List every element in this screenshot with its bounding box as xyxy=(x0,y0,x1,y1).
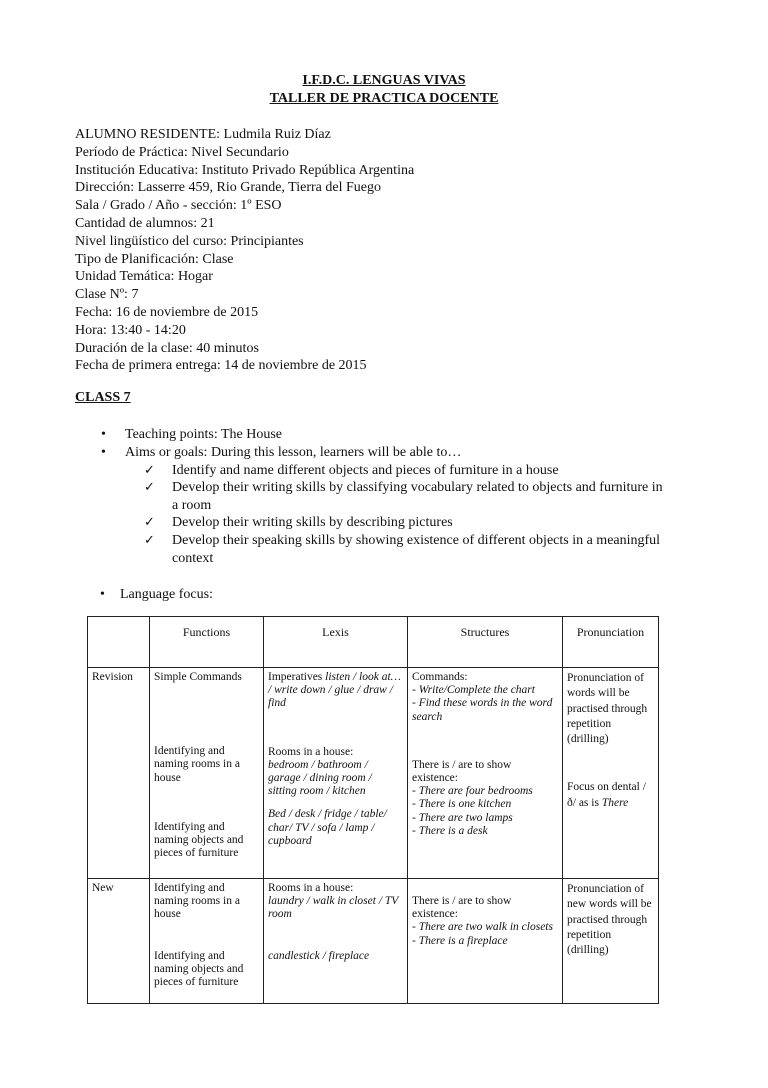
check-icon: ✓ xyxy=(144,515,155,530)
bullet-language-focus: • Language focus: xyxy=(100,587,213,602)
lexis-cell: Imperatives listen / look at… / write down / glue / draw / find Rooms in a house: bedroom / bathroom / garage / dining room / sitting room / kitchen Bed / desk / fridge / table/ char/ TV / sofa / lamp / cupboard xyxy=(264,668,408,879)
info-planning-type: Tipo de Planificación: Clase xyxy=(75,251,234,267)
header-lexis: Lexis xyxy=(264,617,408,668)
info-student: ALUMNO RESIDENTE: Ludmila Ruiz Díaz xyxy=(75,127,331,142)
aim-item: ✓ Develop their writing skills by classifying vocabulary related to objects and furniture in a room xyxy=(144,480,663,513)
functions-cell: Identifying and naming rooms in a house Identifying and naming objects and pieces of furniture xyxy=(150,879,264,1004)
aim-item: ✓ Identify and name different objects and pieces of furniture in a house xyxy=(144,463,559,478)
info-duration: Duración de la clase: 40 minutos xyxy=(75,340,259,356)
language-focus-table xyxy=(87,616,659,1004)
aim-item: ✓ Develop their speaking skills by showing existence of different objects in a meaningful context xyxy=(144,533,661,566)
check-icon: ✓ xyxy=(144,463,155,478)
info-date: Fecha: 16 de noviembre de 2015 xyxy=(75,304,259,320)
bullet-aims: • Aims or goals: During this lesson, learners will be able to… xyxy=(101,445,462,460)
header-pronunciation: Pronunciation xyxy=(563,617,659,668)
info-level: Nivel lingüístico del curso: Principiantes xyxy=(75,233,304,249)
check-icon: ✓ xyxy=(144,480,155,495)
info-first-delivery: Fecha de primera entrega: 14 de noviembre de 2015 xyxy=(75,358,367,374)
header-functions: Functions xyxy=(150,617,264,668)
bullet-icon: • xyxy=(101,427,106,442)
header-structures: Structures xyxy=(408,617,563,668)
functions-cell: Simple Commands Identifying and naming rooms in a house Identifying and naming objects and pieces of furniture xyxy=(150,668,264,879)
class-heading: CLASS 7 xyxy=(75,390,131,405)
info-institution: Institución Educativa: Instituto Privado República Argentina xyxy=(75,162,415,178)
info-time: Hora: 13:40 - 14:20 xyxy=(75,322,186,338)
bullet-teaching-points: • Teaching points: The House xyxy=(101,427,283,442)
structures-cell: There is / are to show existence: - There are two walk in closets - There is a fireplace xyxy=(408,879,563,1004)
table-row-revision xyxy=(88,668,659,879)
structures-cell: Commands: - Write/Complete the chart - Find these words in the word search There is / are to show existence: - There are four bedrooms - There is one kitchen - There are two lamps - There is a desk xyxy=(408,668,563,879)
lexis-cell: Rooms in a house: laundry / walk in closet / TV room candlestick / fireplace xyxy=(264,879,408,1004)
table-row-new xyxy=(88,879,659,1004)
header-stage xyxy=(88,617,150,668)
workshop-title: TALLER DE PRACTICA DOCENTE xyxy=(269,91,499,106)
info-unit: Unidad Temática: Hogar xyxy=(75,269,213,285)
pronunciation-cell: Pronunciation of new words will be practised through repetition (drilling) xyxy=(563,879,659,1004)
institution-title: I.F.D.C. LENGUAS VIVAS xyxy=(302,73,466,88)
aim-item: ✓ Develop their writing skills by describing pictures xyxy=(144,515,453,530)
pronunciation-cell: Pronunciation of words will be practised through repetition (drilling) Focus on dental /ð/ as is There xyxy=(563,668,659,879)
bullet-icon: • xyxy=(101,445,106,460)
info-address: Dirección: Lasserre 459, Rio Grande, Tierra del Fuego xyxy=(75,180,381,196)
lesson-info xyxy=(75,126,414,375)
stage-cell: Revision xyxy=(88,668,150,879)
info-period: Período de Práctica: Nivel Secundario xyxy=(75,144,289,160)
table-header-row xyxy=(88,617,659,668)
check-icon: ✓ xyxy=(144,533,155,548)
info-class-number: Clase Nº: 7 xyxy=(75,287,139,303)
stage-cell: New xyxy=(88,879,150,1004)
info-students-count: Cantidad de alumnos: 21 xyxy=(75,215,215,231)
info-grade: Sala / Grado / Año - sección: 1º ESO xyxy=(75,198,282,214)
bullet-icon: • xyxy=(100,587,105,602)
